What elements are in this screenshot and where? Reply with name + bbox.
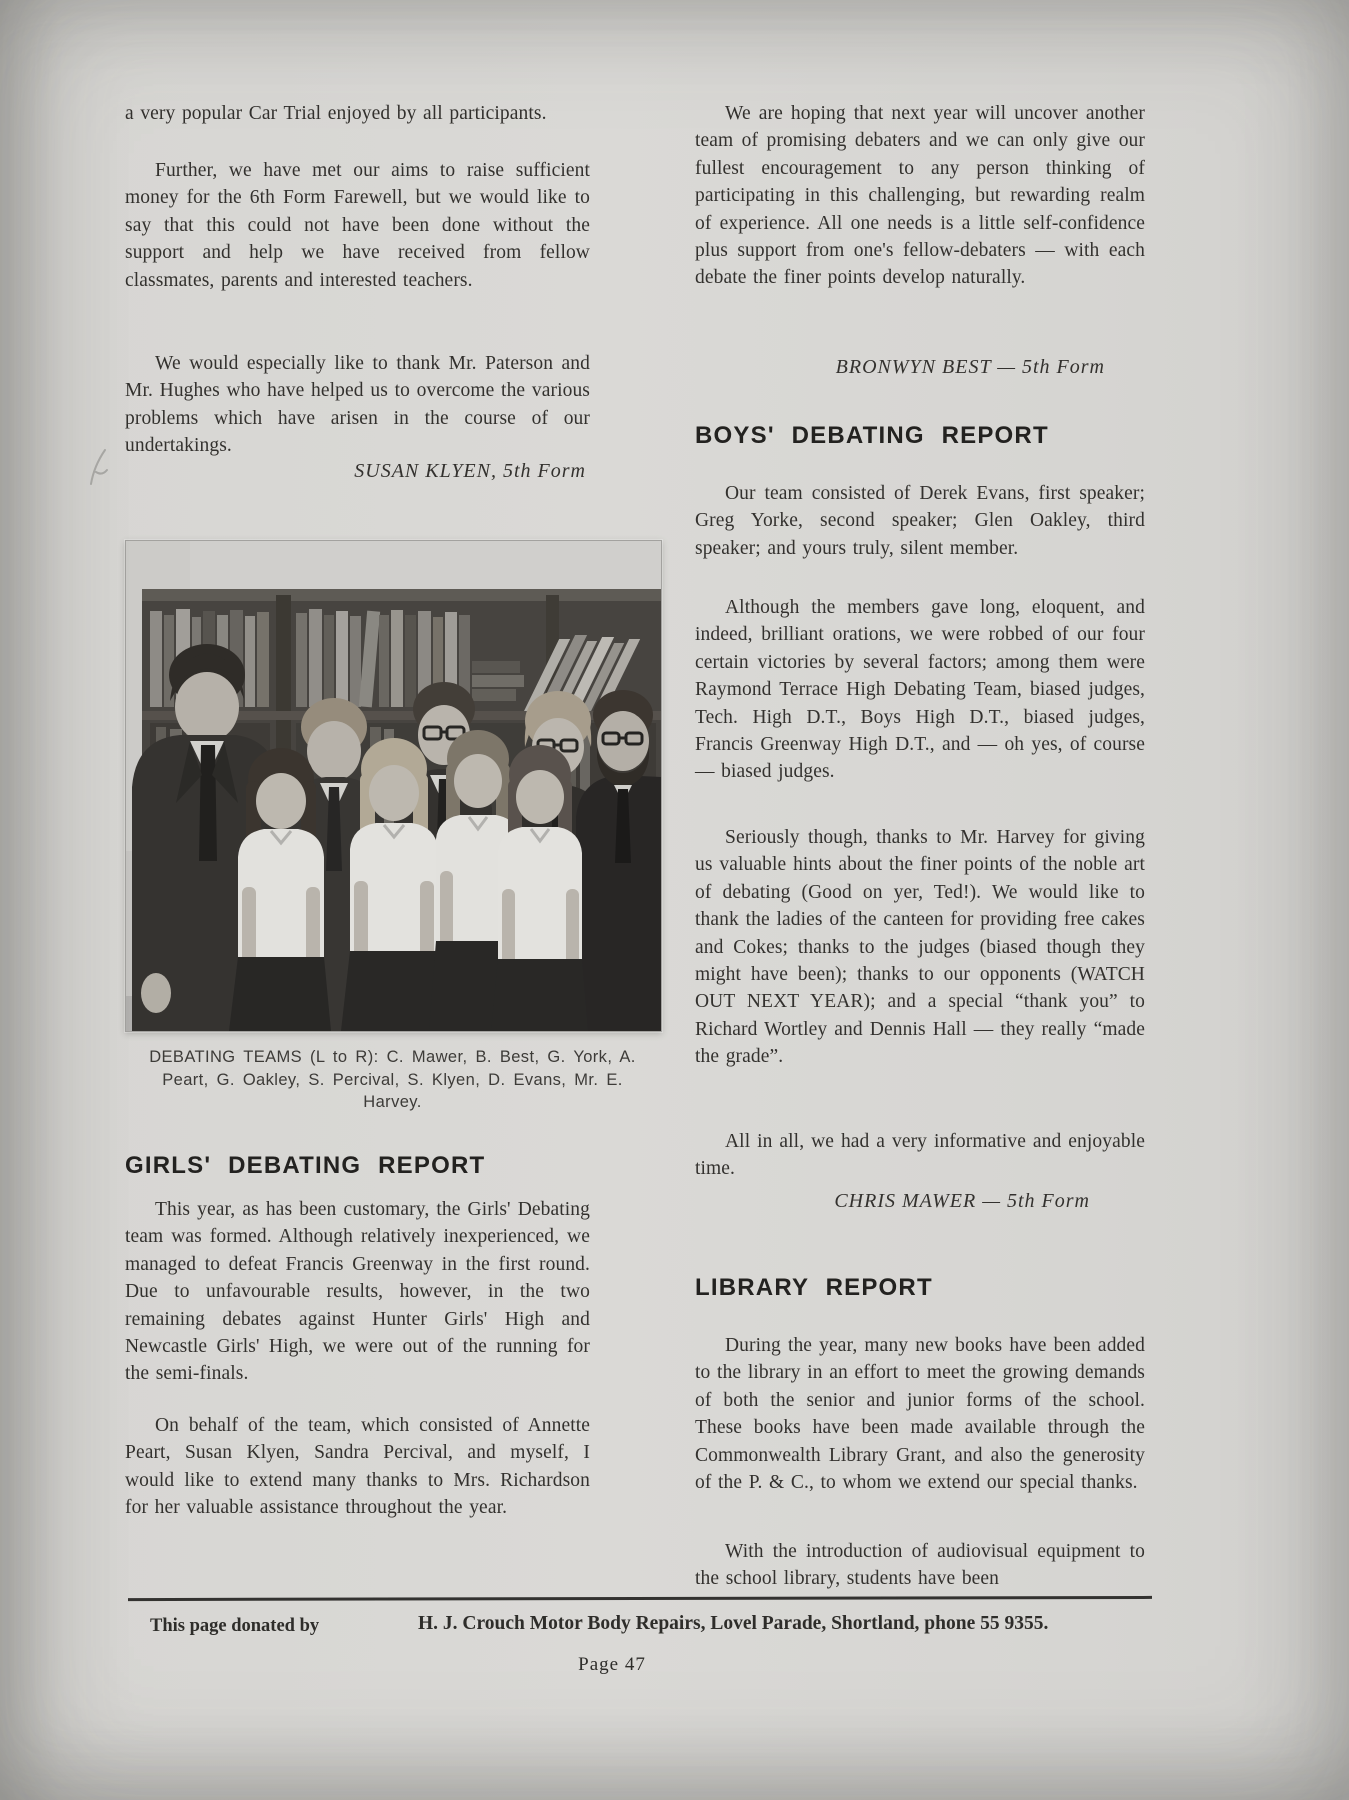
- paragraph-car-trial: a very popular Car Trial enjoyed by all participants.: [125, 103, 547, 124]
- photo-grain-overlay: [126, 541, 661, 1031]
- paragraph-boys-all-in-all: All in all, we had a very informative and enjoyable time.: [695, 1131, 1145, 1180]
- heading-boys-debating-report: BOYS' DEBATING REPORT: [695, 422, 1049, 449]
- paragraph-further: Further, we have met our aims to raise sufficient money for the 6th Form Farewell, but we would like to say that this could not have been done without the support and help we have received from fellow classmates, parents and interested teachers.: [125, 160, 590, 291]
- stray-pen-mark: [86, 446, 112, 488]
- paragraph-girls-this-year: This year, as has been customary, the Girls' Debating team was formed. Although relatively inexperienced, we managed to defeat Francis Greenway in the first round. Due to unfavourable results, however, in the two remaining debates against Hunter Girls' High and Newcastle Girls' High, we were out of the running for the semi-finals.: [125, 1199, 590, 1385]
- heading-girls-debating-report: GIRLS' DEBATING REPORT: [125, 1152, 486, 1179]
- paragraph-boys-seriously: Seriously though, thanks to Mr. Harvey for giving us valuable hints about the finer points of the noble art of debating (Good on yer, Ted!). We would like to thank the ladies of the canteen for providing free cakes and Cokes; thanks to the judges (biased though they might have been); thanks to our opponents (WATCH OUT NEXT YEAR); and a special “thank you” to Richard Wortley and Dennis Hall — they really “made the grade”.: [695, 827, 1145, 1068]
- debating-teams-photo-art: [126, 541, 661, 1031]
- photo-caption: DEBATING TEAMS (L to R): C. Mawer, B. Best, G. York, A. Peart, G. Oakley, S. Percival, S. Klyen, D. Evans, Mr. E. Harvey.: [149, 1048, 636, 1111]
- paragraph-boys-team: Our team consisted of Derek Evans, first speaker; Greg Yorke, second speaker; Glen Oakley, third speaker; and yours truly, silent member.: [695, 483, 1145, 559]
- footer-donated-prefix: This page donated by: [150, 1616, 320, 1636]
- paragraph-boys-although: Although the members gave long, eloquent, and indeed, brilliant orations, we were robbed of our four certain victories by several factors; among them were Raymond Terrace High Debating Team, biased judges, Tech. High D.T., Boys High D.T., biased judges, Francis Greenway High D.T., and — oh yes, of course — biased judges.: [695, 597, 1145, 783]
- paragraph-thanks-teachers: We would especially like to thank Mr. Paterson and Mr. Hughes who have helped us to overcome the various problems which have arisen in the course of our undertakings.: [125, 353, 590, 457]
- byline-bronwyn-best: BRONWYN BEST — 5th Form: [835, 356, 1105, 378]
- debating-teams-photo: [125, 540, 662, 1032]
- heading-library-report: LIBRARY REPORT: [695, 1274, 933, 1301]
- byline-chris-mawer: CHRIS MAWER — 5th Form: [834, 1190, 1090, 1212]
- paragraph-library-during: During the year, many new books have been added to the library in an effort to meet the growing demands of both the senior and junior forms of the school. These books have been made available through the Commonwealth Library Grant, and also the generosity of the P. & C., to whom we extend our special thanks.: [695, 1335, 1145, 1494]
- paragraph-library-audiovisual: With the introduction of audiovisual equipment to the school library, students have been: [695, 1541, 1145, 1590]
- paragraph-girls-on-behalf: On behalf of the team, which consisted of Annette Peart, Susan Klyen, Sandra Percival, and myself, I would like to extend many thanks to Mrs. Richardson for her valuable assistance throughout the year.: [125, 1415, 590, 1519]
- page-number: Page 47: [578, 1654, 646, 1675]
- footer-donor: H. J. Crouch Motor Body Repairs, Lovel Parade, Shortland, phone 55 9355.: [418, 1613, 1049, 1634]
- footer-rule: [128, 1596, 1152, 1601]
- byline-susan-klyen: SUSAN KLYEN, 5th Form: [354, 460, 586, 482]
- paragraph-hoping-next-year: We are hoping that next year will uncover another team of promising debaters and we can only give our fullest encouragement to any person thinking of participating in this challenging, but rewarding realm of experience. All one needs is a little self-confidence plus support from one's fellow-debaters — with each debate the finer points develop naturally.: [695, 103, 1145, 289]
